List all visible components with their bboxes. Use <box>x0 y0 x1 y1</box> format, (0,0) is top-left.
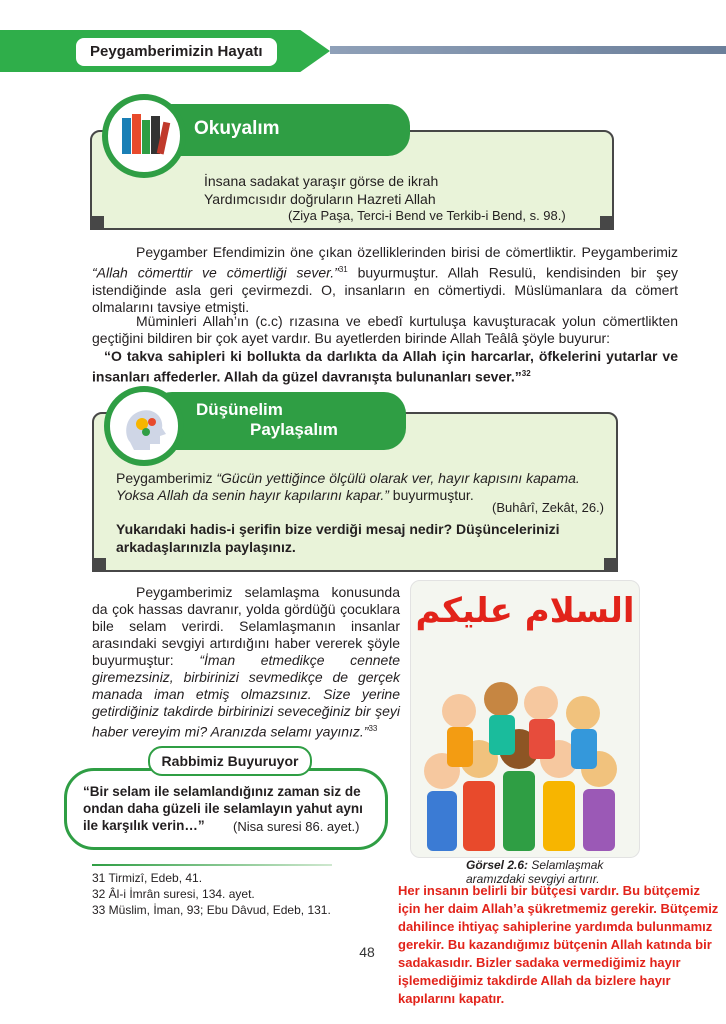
rabbimiz-label: Rabbimiz Buyuruyor <box>148 746 312 776</box>
paragraph-1: Peygamber Efendimizin öne çıkan özelliklerinden birisi de cömertliktir. Peygamberimiz “Allah cömerttir ve cömertliği sever.”$^{31}$ buyurmuştur. Allah Resulü, kendisinden bir şey istendiğinde asla geri çevirmezdi. O, insanların en cömertiydi. Müslümanlara da cömert olmalarını tavsiye etmişti. <box>92 244 678 315</box>
arabic-greeting: السلام عليكم <box>415 591 635 631</box>
question-text: Yukarıdaki hadis-i şerifin bize verdiği mesaj nedir? Düşüncelerinizi arkadaşlarınızla paylaşınız. <box>116 521 560 555</box>
footnote-31: 31 Tirmizî, Edeb, 41. <box>92 871 203 885</box>
page-number: 48 <box>359 944 375 960</box>
children-illustration <box>410 580 640 858</box>
footnote-ref: 31 <box>338 265 348 274</box>
selam-paragraph: Peygamberimiz selamlaşma konusunda da çok hassas davranır, yolda gördüğü çocuklara bile selam verirdi. Selamlaşmanın insanlar arasındaki sevgiyi artırdığını haber vererek şöyle buyurmuştur: “İman etmedikçe cennete giremezsiniz, birbirinizi sevmedikçe de gerçek manada iman etmiş olmazsınız. Size yerine getirdiğiniz takdirde birbirinizi seveceğiniz bir şeyi haber vereyim mi? Aranızda selamı yayınız.”$^{33}$ <box>92 584 400 740</box>
quote: “Allah cömerttir ve cömertliği sever.” <box>92 264 339 281</box>
verse-text: “Bir selam ile selamlandığınız zaman siz de ondan daha güzeli ile selamlayın yahut aynı ile karşılık verin…” <box>83 784 363 833</box>
verse-quote: “O takva sahipleri ki bollukta da darlıkta da Allah için harcarlar, öfkelerini yutarlar ve insanları affederler. Allah da güzel davranışta bulunanları sever.”$^{32}$ <box>92 348 678 385</box>
dusunelim-pill <box>150 392 406 450</box>
poem <box>204 172 438 208</box>
footnotes <box>92 870 331 918</box>
dusunelim-label-2: Paylaşalım <box>250 420 338 439</box>
hadith-text: Peygamberimiz “Gücün yettiğince ölçülü olarak ver, hayır kapısını kapama. Yoksa Allah da senin hayır kapılarını kapar.” buyurmuştur. <box>116 470 580 503</box>
rabbimiz-box <box>64 768 388 850</box>
hadith-source: (Buhârî, Zekât, 26.) <box>492 500 604 515</box>
box-corner <box>600 216 614 230</box>
page-title: Peygamberimizin Hayatı <box>76 38 277 66</box>
header-rule <box>330 46 726 54</box>
footnote-32: 32 Âl-i İmrân suresi, 134. ayet. <box>92 887 255 901</box>
box-corner <box>92 558 106 572</box>
thinking-head-icon <box>104 386 184 466</box>
okuyalim-pill <box>150 104 410 156</box>
footnote-rule <box>92 864 332 866</box>
children-drawing <box>411 641 639 858</box>
books-icon <box>102 94 186 178</box>
poem-line-2: Yardımcısıdır doğruların Hazreti Allah <box>204 191 436 207</box>
okuyalim-label: Okuyalım <box>194 118 280 139</box>
footnote-33: 33 Müslim, İman, 93; Ebu Dâvud, Edeb, 131. <box>92 903 331 917</box>
verse-source: (Nisa suresi 86. ayet.) <box>233 819 360 834</box>
photo-caption: Görsel 2.6: Selamlaşmak aramızdaki sevgiyi artırır. <box>466 858 604 886</box>
dusunelim-label-1: Düşünelim <box>196 400 283 419</box>
poem-source: (Ziya Paşa, Terci-i Bend ve Terkib-i Bend, s. 98.) <box>288 208 566 223</box>
poem-line-1: İnsana sadakat yaraşır görse de ikrah <box>204 173 439 189</box>
box-corner <box>604 558 618 572</box>
paragraph-2: Müminleri Allah’ın (c.c) rızasına ve ebedî kurtuluşa kavuşturacak yolun cömertlikten geçtiğini bildiren bir çok ayet vardır. Bu ayetlerden birinde Allah Teâlâ şöyle buyurur: “O takva sahipleri ki bollukta da darlıkta da Allah için harcarlar, öfkelerini yutarlar ve insanları affederler. Allah da güzel davranışta bulunanları sever.”$^{32}$ <box>92 313 678 385</box>
red-note: Her insanın belirli bir bütçesi vardır. Bu bütçemiz için her daim Allah’a şükretmemiz gerekir. Bütçemiz dahilince ihtiyaç sahiplerine yardımda bulunmamız gerekir. Bu kazandığımız bütçenin Allah katında bir sadakasıdır. Bizler sadaka vermediğimiz hayır işlemediğimiz takdirde Allah da bizlere hayır kapılarını kapatır. <box>398 883 719 1006</box>
box-corner <box>90 216 104 230</box>
